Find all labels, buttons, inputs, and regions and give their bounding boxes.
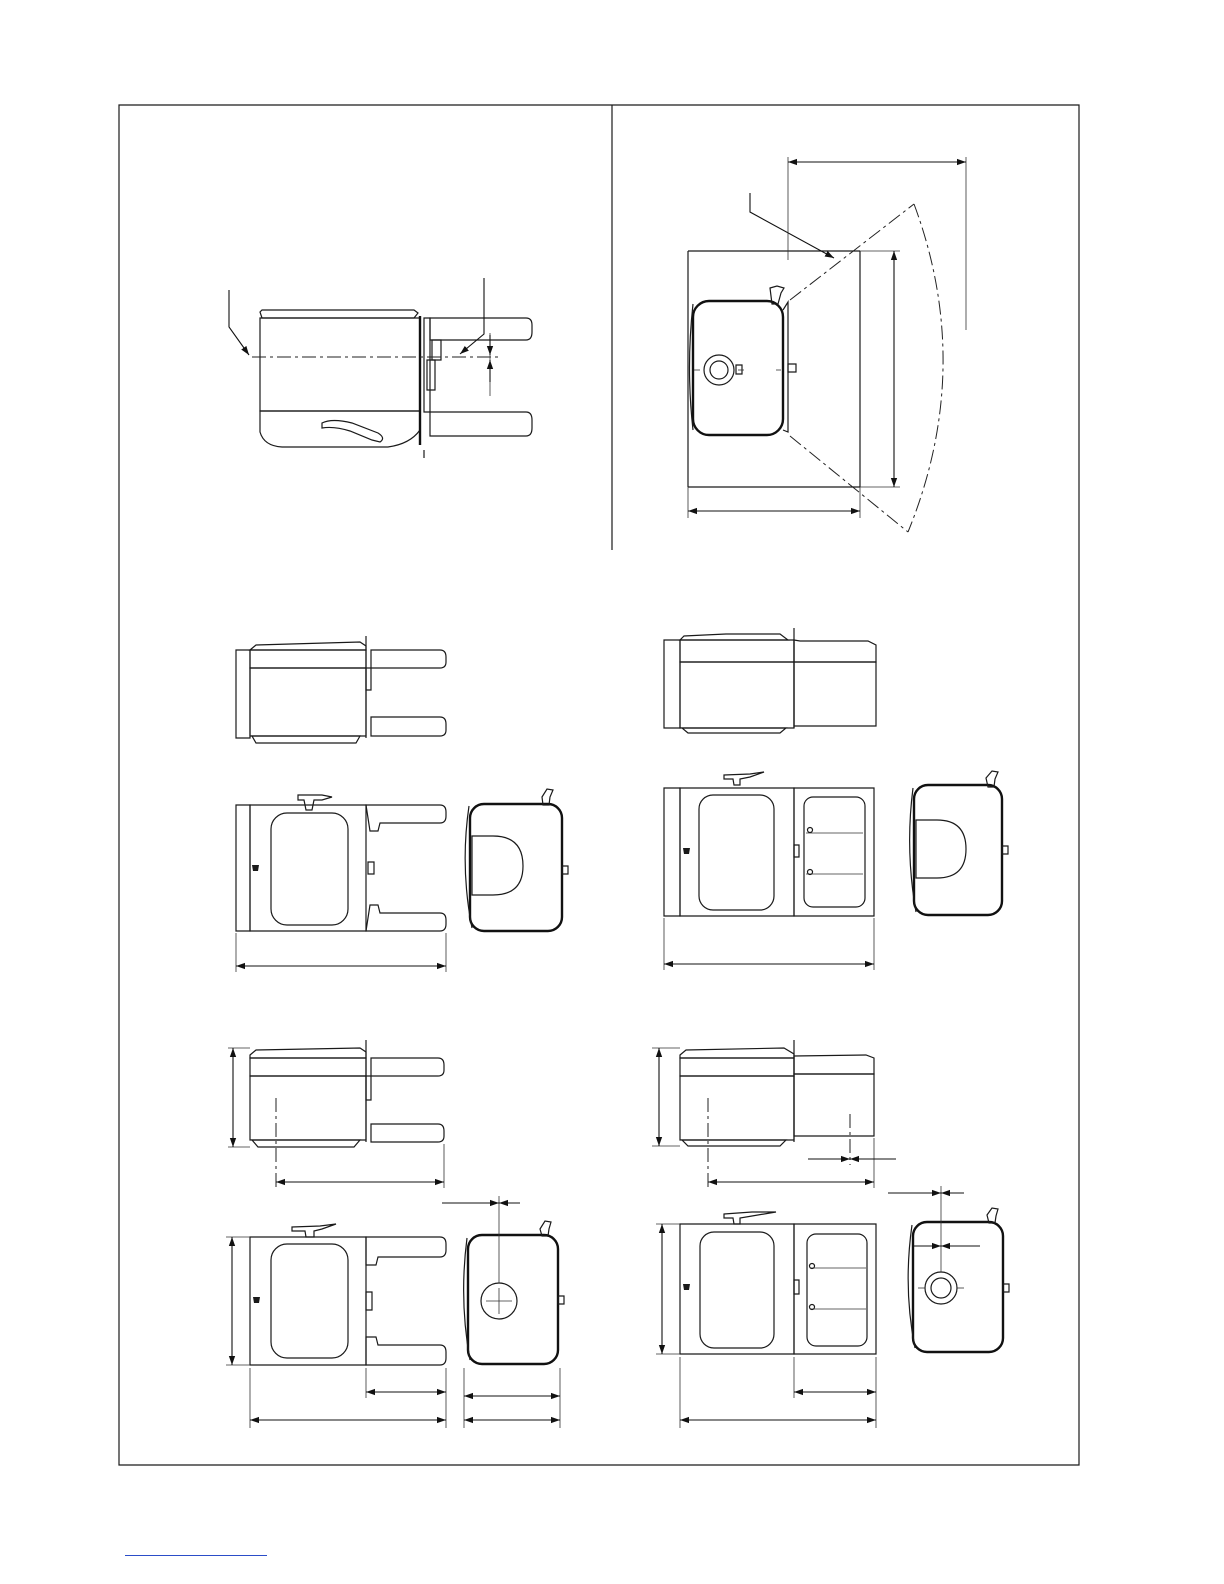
end-view-b xyxy=(910,771,1008,915)
side-view-a xyxy=(236,636,446,743)
detail-top-view-swing xyxy=(688,157,966,532)
dimension-top-view-a xyxy=(226,1224,446,1428)
dimension-end-view-a xyxy=(442,1196,564,1428)
leader-line-swing xyxy=(750,193,834,258)
detail-side-view xyxy=(229,278,532,458)
dimension-end-view-b xyxy=(888,1186,1009,1352)
top-view-b xyxy=(664,772,874,970)
dimension-top-view-b xyxy=(656,1212,876,1428)
side-view-b xyxy=(664,628,876,733)
dimension-side-view-a xyxy=(228,1040,444,1188)
leader-line-left xyxy=(229,290,249,355)
end-view-a xyxy=(465,789,568,931)
dimension-side-view-b xyxy=(652,1040,896,1188)
top-view-a xyxy=(236,795,446,972)
footer-link-underline[interactable] xyxy=(125,1555,267,1556)
leader-line-right xyxy=(460,278,484,354)
